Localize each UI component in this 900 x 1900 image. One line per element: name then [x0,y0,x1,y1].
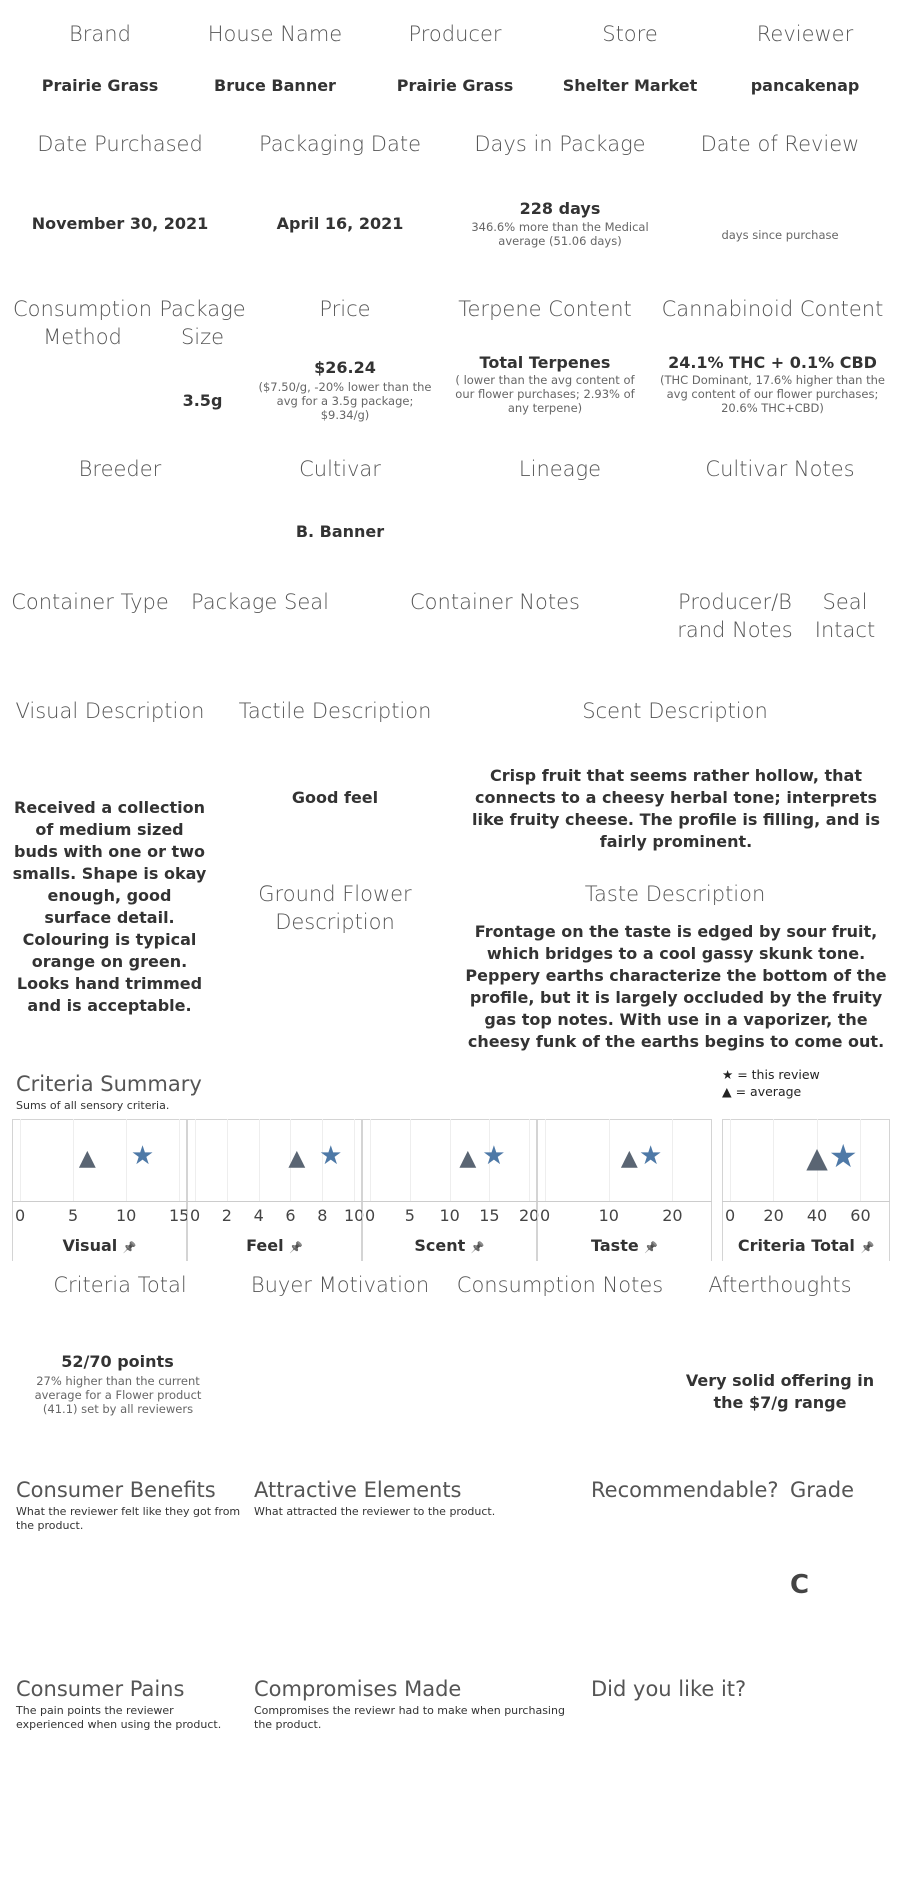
tick-label: 0 [725,1206,736,1225]
date-of-review-note: days since purchase [721,228,839,242]
axis-label-text: Taste [591,1236,645,1255]
price-value: $26.24 [314,358,376,377]
criteria-total-note: 27% higher than the current average for a Flower product (41.1) set by all reviewers [34,1374,202,1416]
gridline [672,1119,673,1201]
date-of-review-header: Date of Review [700,132,860,156]
review-marker: ★ [319,1141,343,1171]
legend-review-label: = this review [737,1067,820,1082]
tick-label: 60 [850,1206,871,1225]
cannabinoid-content-header: Cannabinoid Content [661,297,884,321]
consumer-pains-header: Consumer Pains [16,1677,185,1701]
scent-description-header: Scent Description [582,699,768,723]
afterthoughts-header: Afterthoughts [708,1273,852,1297]
tick-label: 0 [15,1206,26,1225]
pin-icon[interactable]: 📌 [860,1241,875,1254]
container-notes-header: Container Notes [410,590,580,614]
house-name-value: Bruce Banner [214,76,336,95]
date-purchased-header: Date Purchased [37,132,203,156]
seal-intact-header: Seal Intact [814,590,876,642]
tick-label: 0 [365,1206,376,1225]
price-header: Price [319,297,371,321]
date-purchased-value: November 30, 2021 [31,214,209,233]
pin-icon[interactable]: 📌 [644,1241,658,1254]
reviewer-header: Reviewer [756,22,854,46]
ground-flower-description-header: Ground Flower Description [258,882,412,934]
package-size-header: Package Size [159,297,246,349]
tick-label: 0 [190,1206,201,1225]
compromises-made-subtitle: Compromises the reviewr had to make when purchasing the product. [254,1704,565,1731]
terpene-content-header: Terpene Content [458,297,632,321]
x-axis-line [187,1201,362,1202]
package-size-value: 3.5g [182,391,223,410]
tactile-description-value: Good feel [291,788,379,807]
axis-label [537,1236,712,1255]
gridline [410,1119,411,1201]
x-axis-line [12,1201,187,1202]
axis-label [12,1236,187,1255]
legend-average-label: = average [735,1084,802,1099]
average-marker: ▲ [78,1146,96,1171]
gridline [73,1119,74,1201]
gridline [179,1119,180,1201]
gridline [730,1119,731,1201]
pin-icon[interactable]: 📌 [470,1241,485,1254]
days-in-package-header: Days in Package [474,132,646,156]
average-marker: ▲ [620,1146,638,1171]
cultivar-header: Cultivar [299,457,381,481]
consumer-benefits-subtitle: What the reviewer felt like they got from the product. [16,1505,241,1532]
axis-label-text: Feel [246,1236,290,1255]
cultivar-value: B. Banner [295,522,385,541]
terpene-value: Total Terpenes [479,353,611,372]
tick-label: 8 [317,1206,328,1225]
store-header: Store [602,22,658,46]
tick-label: 15 [169,1206,190,1225]
cultivar-notes-header: Cultivar Notes [705,457,855,481]
visual-description-header: Visual Description [15,699,205,723]
axis-label-text: Scent [414,1236,471,1255]
tick-label: 4 [253,1206,264,1225]
star-icon: ★ [722,1067,734,1082]
criteria-summary-title: Criteria Summary [16,1072,202,1096]
brand-value: Prairie Grass [41,76,159,95]
gridline [227,1119,228,1201]
reviewer-value: pancakenap [750,76,860,95]
tick-label: 20 [662,1206,683,1225]
tick-label: 10 [439,1206,460,1225]
producer-brand-notes-header: Producer/Brand Notes [677,590,793,642]
gridline [773,1119,774,1201]
afterthoughts-value: Very solid offering in the $7/g range [685,1371,875,1412]
tactile-description-header: Tactile Description [238,699,432,723]
x-axis-line [722,1201,890,1202]
terpene-note: ( lower than the avg content of our flower purchases; 2.93% of any terpene) [455,373,635,415]
pin-icon[interactable]: 📌 [289,1241,303,1254]
legend-average [722,1083,801,1100]
container-type-header: Container Type [11,590,169,614]
brand-header: Brand [69,22,131,46]
review-marker: ★ [130,1141,155,1171]
tick-label: 20 [763,1206,784,1225]
tick-label: 10 [344,1206,365,1225]
compromises-made-header: Compromises Made [254,1677,462,1701]
taste-description-value: Frontage on the taste is edged by sour fruit, which bridges to a cool gassy skunk tone. Peppery earths characterize the bottom of the profile, but it is largely occluded by the fruity gas top notes. With use in a vaporizer, the cheesy funk of the earths begins to come out. [465,922,887,1051]
grade-header: Grade [790,1478,855,1502]
gridline [609,1119,610,1201]
average-marker: ▲ [288,1146,306,1171]
house-name-header: House Name [207,22,343,46]
tick-label: 5 [68,1206,79,1225]
store-value: Shelter Market [562,76,698,95]
tick-label: 20 [519,1206,540,1225]
lineage-header: Lineage [518,457,602,481]
axis-label [362,1236,537,1255]
tick-label: 15 [479,1206,500,1225]
criteria-summary-subtitle: Sums of all sensory criteria. [16,1099,170,1112]
grade-value: C [790,1570,810,1600]
consumption-method-header: Consumption Method [12,297,153,349]
visual-description-value: Received a collection of medium sized buds with one or two smalls. Shape is okay enough, good surface detail. Colouring is typical orange on green. Looks hand trimmed and is acceptable. [12,798,207,1015]
packaging-date-header: Packaging Date [258,132,421,156]
gridline [126,1119,127,1201]
review-marker: ★ [638,1141,663,1171]
gridline [354,1119,355,1201]
recommendable-header: Recommendable? [591,1478,779,1502]
attractive-elements-header: Attractive Elements [254,1478,462,1502]
buyer-motivation-header: Buyer Motivation [250,1273,430,1297]
scent-description-value: Crisp fruit that seems rather hollow, that connects to a cheesy herbal tone; interprets like fruity cheese. The profile is filling, and is fairly prominent. [471,766,880,851]
days-in-package-value: 228 days [519,199,601,218]
consumption-notes-header: Consumption Notes [456,1273,664,1297]
tick-label: 40 [806,1206,828,1225]
tick-label: 0 [540,1206,551,1225]
review-marker: ★ [482,1141,506,1171]
criteria-total-value: 52/70 points [61,1352,174,1371]
breeder-header: Breeder [78,457,162,481]
legend-review [722,1066,820,1083]
gridline [20,1119,21,1201]
gridline [450,1119,451,1201]
cannabinoid-note: (THC Dominant, 17.6% higher than the avg content of our flower purchases; 20.6% THC+CBD) [660,373,885,415]
gridline [860,1119,861,1201]
did-you-like-it-header: Did you like it? [591,1677,747,1701]
tick-label: 2 [221,1206,232,1225]
taste-description-header: Taste Description [584,882,766,906]
tick-label: 5 [404,1206,415,1225]
gridline [529,1119,530,1201]
tick-label: 6 [285,1206,296,1225]
axis-label [187,1236,362,1255]
axis-label-text: Criteria Total [737,1236,861,1255]
pin-icon[interactable]: 📌 [122,1241,137,1254]
average-marker: ▲ [806,1141,828,1174]
consumer-benefits-header: Consumer Benefits [16,1478,216,1502]
axis-label-text: Visual [62,1236,123,1255]
axis-label [722,1236,890,1255]
triangle-icon: ▲ [722,1084,732,1099]
gridline [545,1119,546,1201]
producer-header: Producer [408,22,502,46]
price-note: ($7.50/g, -20% lower than the avg for a 3.5g package; $9.34/g) [258,380,432,422]
packaging-date-value: April 16, 2021 [276,214,404,233]
average-marker: ▲ [459,1146,477,1171]
consumer-pains-subtitle: The pain points the reviewer experienced when using the product. [16,1704,222,1731]
gridline [370,1119,371,1201]
gridline [195,1119,196,1201]
tick-label: 10 [116,1206,137,1225]
attractive-elements-subtitle: What attracted the reviewer to the product. [254,1505,496,1518]
tick-label: 10 [598,1206,619,1225]
producer-value: Prairie Grass [396,76,514,95]
cannabinoid-value: 24.1% THC + 0.1% CBD [668,353,877,372]
x-axis-line [537,1201,712,1202]
gridline [259,1119,260,1201]
x-axis-line [362,1201,537,1202]
criteria-total-header: Criteria Total [53,1273,187,1297]
days-in-package-note: 346.6% more than the Medical average (51.06 days) [471,220,649,248]
review-marker: ★ [828,1137,858,1175]
package-seal-header: Package Seal [191,590,329,614]
